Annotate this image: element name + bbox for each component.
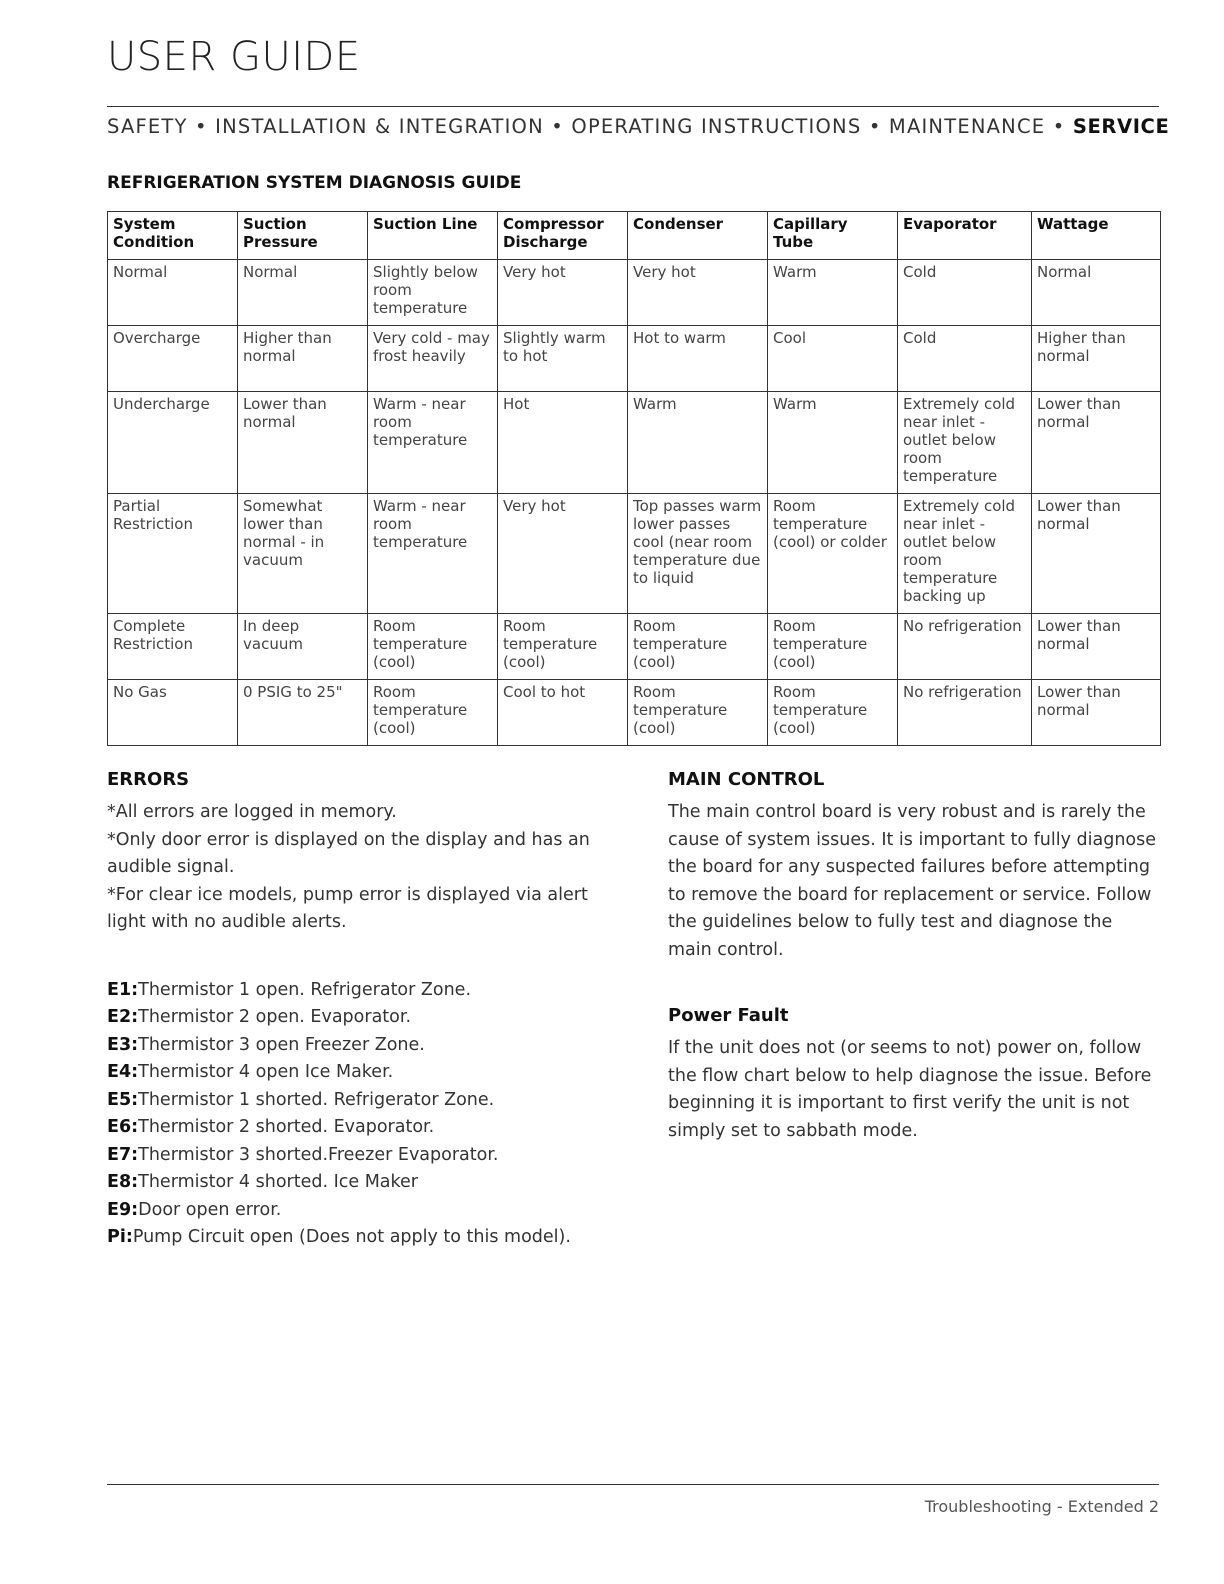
column-header: Suction Pressure: [238, 212, 368, 260]
table-row: [108, 392, 1161, 494]
errors-note: *Only door error is displayed on the display and has an audible signal.: [107, 829, 590, 877]
table-cell: Hot to warm: [628, 326, 768, 392]
column-header: System Condition: [108, 212, 238, 260]
table-cell: Room temperature (cool): [628, 680, 768, 746]
errors-note: *For clear ice models, pump error is displayed via alert light with no audible alerts.: [107, 884, 588, 932]
error-code: Pi:: [107, 1227, 133, 1247]
nav-item-installation[interactable]: INSTALLATION & INTEGRATION: [215, 115, 544, 138]
table-row: [108, 260, 1161, 326]
table-row: [108, 680, 1161, 746]
table-cell: Lower than normal: [1032, 680, 1161, 746]
table-cell: Lower than normal: [238, 392, 368, 494]
error-description: Thermistor 1 open. Refrigerator Zone.: [138, 979, 472, 1000]
header-divider: [107, 106, 1159, 107]
table-cell: Room temperature (cool): [368, 680, 498, 746]
table-cell: Lower than normal: [1032, 614, 1161, 680]
table-cell: Normal: [238, 260, 368, 326]
table-cell: Normal: [108, 260, 238, 326]
table-cell: Undercharge: [108, 392, 238, 494]
list-item: [107, 1197, 597, 1225]
table-cell: Very cold - may frost heavily: [368, 326, 498, 392]
table-cell: Cool: [768, 326, 898, 392]
list-item: [107, 1142, 597, 1170]
error-code: E6:: [107, 1117, 139, 1137]
list-item: [107, 977, 597, 1005]
errors-title: ERRORS: [107, 769, 190, 790]
table-cell: 0 PSIG to 25": [238, 680, 368, 746]
nav-item-operating[interactable]: OPERATING INSTRUCTIONS: [571, 115, 862, 138]
table-cell: Top passes warm lower passes cool (near room temperature due to liquid: [628, 494, 768, 614]
table-cell: Warm - near room temperature: [368, 494, 498, 614]
table-cell: Normal: [1032, 260, 1161, 326]
error-code: E4:: [107, 1062, 139, 1082]
diagnosis-title: REFRIGERATION SYSTEM DIAGNOSIS GUIDE: [107, 173, 522, 193]
main-control-section: [668, 768, 1160, 1145]
table-cell: Slightly warm to hot: [498, 326, 628, 392]
error-description: Door open error.: [138, 1199, 282, 1220]
table-cell: In deep vacuum: [238, 614, 368, 680]
column-header: Condenser: [628, 212, 768, 260]
main-control-title: MAIN CONTROL: [668, 769, 825, 790]
error-description: Pump Circuit open (Does not apply to this model).: [132, 1227, 571, 1247]
table-cell: Warm - near room temperature: [368, 392, 498, 494]
table-cell: Hot: [498, 392, 628, 494]
table-cell: No refrigeration: [898, 614, 1032, 680]
list-item: [107, 1114, 597, 1142]
table-cell: Overcharge: [108, 326, 238, 392]
table-cell: Higher than normal: [1032, 326, 1161, 392]
error-description: Thermistor 4 open Ice Maker.: [138, 1062, 394, 1082]
table-cell: Partial Restriction: [108, 494, 238, 614]
error-description: Thermistor 3 open Freezer Zone.: [138, 1034, 425, 1055]
table-cell: Room temperature (cool): [768, 680, 898, 746]
list-item: [107, 1087, 597, 1115]
table-cell: Lower than normal: [1032, 392, 1161, 494]
table-row: [108, 494, 1161, 614]
nav-separator: •: [551, 115, 564, 138]
list-item: [107, 1059, 597, 1087]
error-description: Thermistor 1 shorted. Refrigerator Zone.: [138, 1089, 495, 1110]
table-cell: Complete Restriction: [108, 614, 238, 680]
error-code-list: [107, 977, 597, 1252]
table-row: [108, 326, 1161, 392]
table-cell: No Gas: [108, 680, 238, 746]
error-code: E7:: [107, 1144, 139, 1165]
table-cell: Room temperature (cool) or colder: [768, 494, 898, 614]
column-header: Capillary Tube: [768, 212, 898, 260]
error-code: E8:: [107, 1172, 139, 1192]
nav-item-safety[interactable]: SAFETY: [107, 115, 188, 138]
table-cell: Room temperature (cool): [368, 614, 498, 680]
error-code: E3:: [107, 1034, 139, 1055]
table-cell: Room temperature (cool): [628, 614, 768, 680]
column-header: Compressor Discharge: [498, 212, 628, 260]
table-cell: Cool to hot: [498, 680, 628, 746]
error-code: E2:: [107, 1007, 139, 1027]
table-cell: Extremely cold near inlet - outlet below room temperature: [898, 392, 1032, 494]
table-cell: Room temperature (cool): [768, 614, 898, 680]
nav-separator: •: [868, 115, 882, 138]
table-cell: Room temperature (cool): [498, 614, 628, 680]
error-description: Thermistor 2 open. Evaporator.: [138, 1007, 412, 1027]
table-cell: No refrigeration: [898, 680, 1032, 746]
column-header: Suction Line: [368, 212, 498, 260]
table-cell: Extremely cold near inlet - outlet below room temperature backing up: [898, 494, 1032, 614]
footer-divider: [107, 1484, 1159, 1485]
error-code: E5:: [107, 1089, 139, 1110]
table-row: [108, 614, 1161, 680]
column-header: Evaporator: [898, 212, 1032, 260]
table-cell: Very hot: [628, 260, 768, 326]
errors-section: [107, 768, 597, 1252]
diagnosis-table: [107, 211, 1161, 746]
nav-separator: •: [195, 115, 208, 138]
section-nav: [107, 115, 1170, 138]
power-fault-body: If the unit does not (or seems to not) power on, follow the flow chart below to help diagnose the issue. Before beginning it is important to first verify the unit is not simply set to sabbath mode.: [668, 1038, 1152, 1141]
column-header: Wattage: [1032, 212, 1161, 260]
table-cell: Very hot: [498, 494, 628, 614]
main-control-body: The main control board is very robust and is rarely the cause of system issues. It is important to fully diagnose the board for any suspected failures before attempting to remove the board for replacement or service. Follow the guidelines below to fully test and diagnose the main control.: [668, 802, 1157, 960]
list-item: [107, 1224, 597, 1252]
table-cell: Cold: [898, 326, 1032, 392]
list-item: [107, 1032, 597, 1060]
table-cell: Warm: [768, 260, 898, 326]
table-cell: Lower than normal: [1032, 494, 1161, 614]
error-description: Thermistor 4 shorted. Ice Maker: [138, 1172, 419, 1192]
nav-item-service[interactable]: SERVICE: [1072, 115, 1170, 138]
table-header-row: [108, 212, 1161, 260]
table-cell: Somewhat lower than normal - in vacuum: [238, 494, 368, 614]
table-cell: Warm: [768, 392, 898, 494]
error-code: E1:: [107, 979, 139, 1000]
table-cell: Higher than normal: [238, 326, 368, 392]
error-description: Thermistor 3 shorted.Freezer Evaporator.: [138, 1144, 499, 1165]
error-description: Thermistor 2 shorted. Evaporator.: [138, 1117, 435, 1137]
table-cell: Very hot: [498, 260, 628, 326]
power-fault-title: Power Fault: [668, 1005, 789, 1026]
table-cell: Slightly below room temperature: [368, 260, 498, 326]
error-code: E9:: [107, 1199, 139, 1220]
table-cell: Warm: [628, 392, 768, 494]
nav-separator: •: [1052, 115, 1066, 138]
page-footer-label: Troubleshooting - Extended 2: [924, 1497, 1159, 1516]
page-title: USER GUIDE: [107, 34, 361, 80]
power-fault-section: [668, 1004, 1160, 1145]
errors-note: *All errors are logged in memory.: [107, 802, 397, 822]
list-item: [107, 1004, 597, 1032]
list-item: [107, 1169, 597, 1197]
table-cell: Cold: [898, 260, 1032, 326]
nav-item-maintenance[interactable]: MAINTENANCE: [888, 115, 1046, 138]
